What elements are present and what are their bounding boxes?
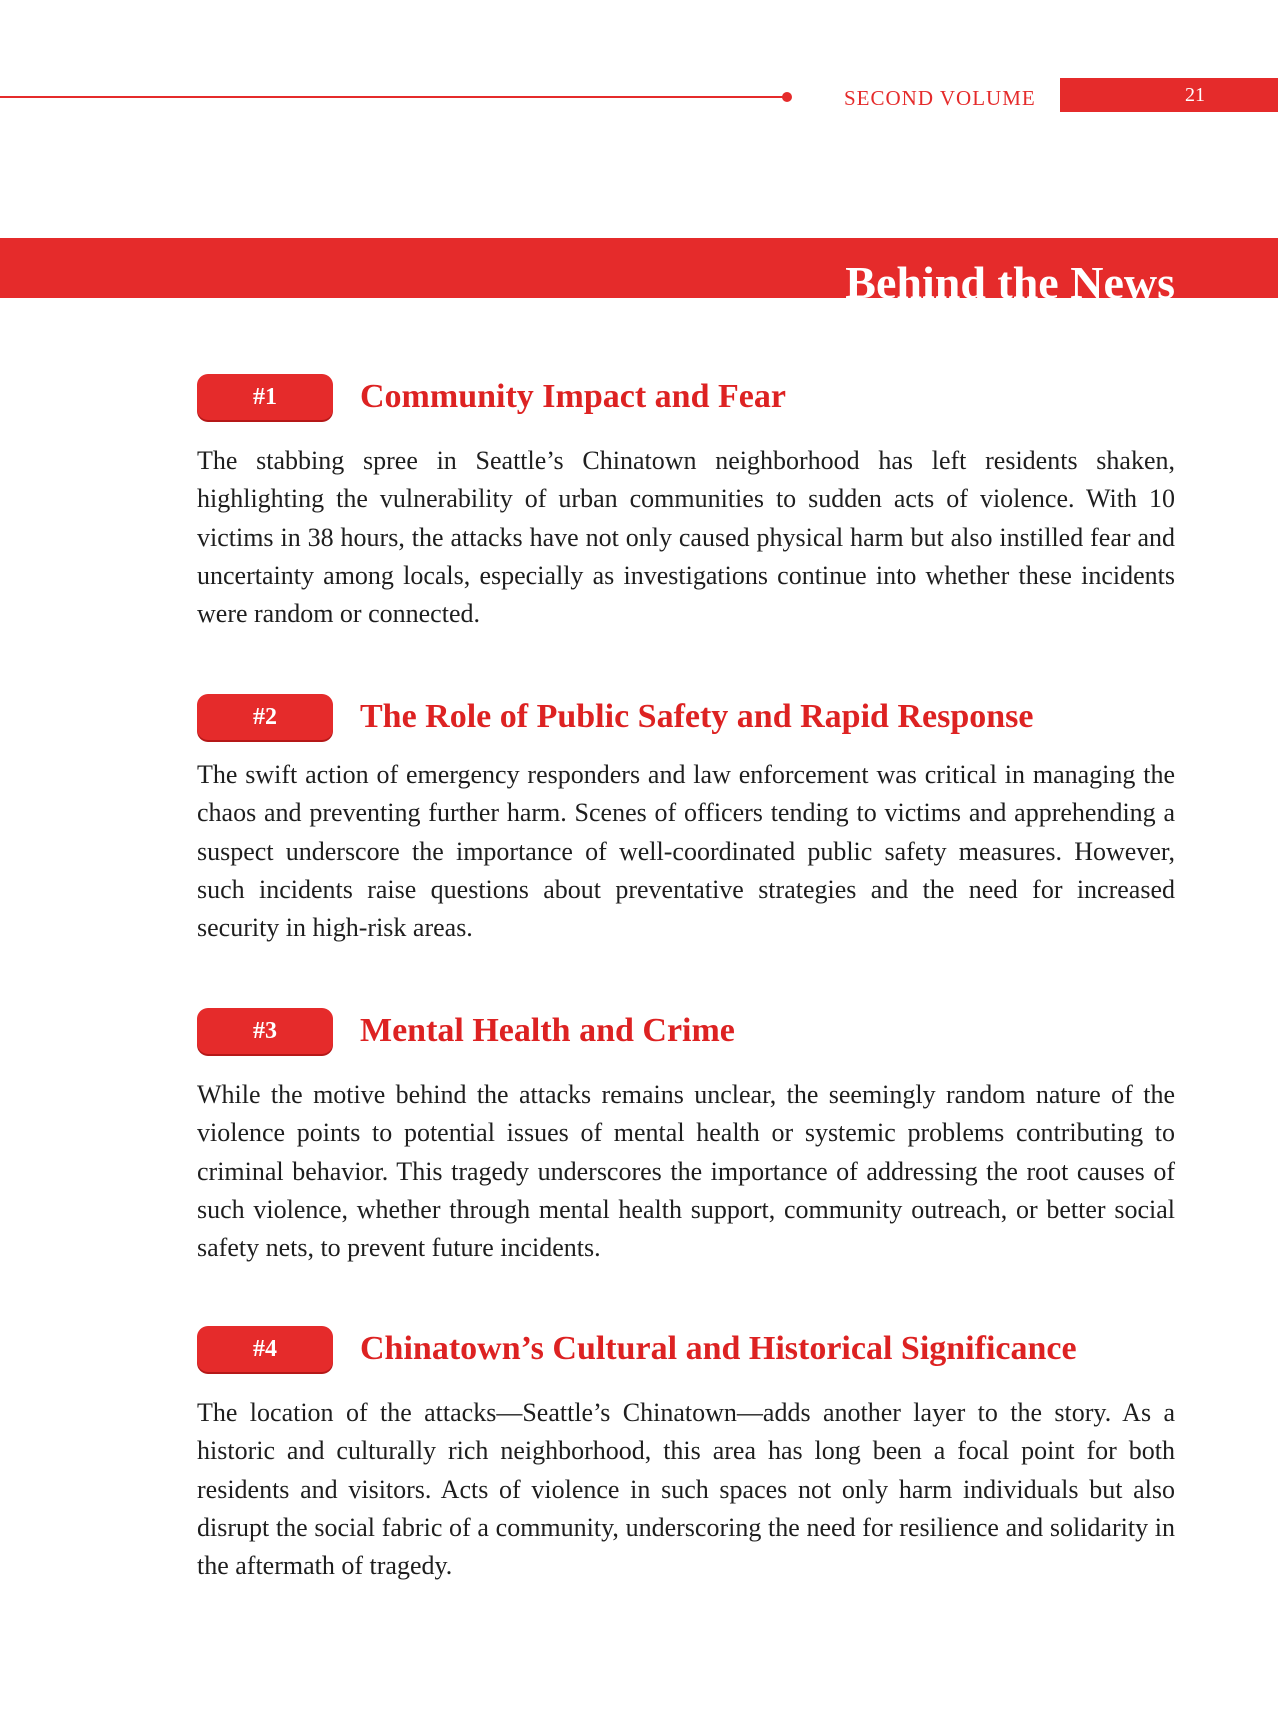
- item-heading: [197, 694, 1175, 742]
- item-heading: [197, 1326, 1175, 1374]
- news-item-4: [197, 1326, 1175, 1585]
- item-number-badge: #1: [197, 374, 333, 420]
- news-item-2: [197, 694, 1175, 947]
- item-title: Community Impact and Fear: [360, 378, 786, 415]
- section-title: Behind the News: [845, 257, 1175, 298]
- item-paragraph: The stabbing spree in Seattle’s Chinatown neighborhood has left residents shaken, highlighting the vulnerability of urban communities to sudden acts of violence. With 10 victims in 38 hours, the attacks have not only caused physical harm but also instilled fear and uncertainty among locals, especially as investigations continue into whether these incidents were random or connected.: [197, 446, 1175, 629]
- item-title: Chinatown’s Cultural and Historical Significance: [360, 1330, 1077, 1367]
- item-title: The Role of Public Safety and Rapid Response: [360, 698, 1034, 735]
- item-number-badge: #2: [197, 694, 333, 740]
- news-item-3: [197, 1008, 1175, 1267]
- page-number-box: [1060, 78, 1278, 112]
- item-number-badge: #4: [197, 1326, 333, 1372]
- news-item-1: [197, 374, 1175, 633]
- header-rule: [0, 96, 786, 98]
- item-number-badge: #3: [197, 1008, 333, 1054]
- item-paragraph: The location of the attacks—Seattle’s Chinatown—adds another layer to the story. As a historic and culturally rich neighborhood, this area has long been a focal point for both residents and visitors. Acts of violence in such spaces not only harm individuals but also disrupt the social fabric of a community, underscoring the need for resilience and solidarity in the aftermath of tragedy.: [197, 1398, 1175, 1581]
- item-paragraph: While the motive behind the attacks remains unclear, the seemingly random nature of the violence points to potential issues of mental health or systemic problems contributing to criminal behavior. This tragedy underscores the importance of addressing the root causes of such violence, whether through mental health support, community outreach, or better social safety nets, to prevent future incidents.: [197, 1080, 1175, 1263]
- item-title: Mental Health and Crime: [360, 1012, 735, 1049]
- item-paragraph: The swift action of emergency responders and law enforcement was critical in managing the chaos and preventing further harm. Scenes of officers tending to victims and apprehending a suspect underscore the importance of well-coordinated public safety measures. However, such incidents raise questions about preventative strategies and the need for increased security in high-risk areas.: [197, 760, 1175, 943]
- section-banner: [0, 238, 1278, 298]
- volume-label: SECOND VOLUME: [844, 86, 1036, 110]
- header-rule-dot: [782, 92, 792, 102]
- item-heading: [197, 1008, 1175, 1056]
- page-number: 21: [1185, 84, 1205, 106]
- item-heading: [197, 374, 1175, 422]
